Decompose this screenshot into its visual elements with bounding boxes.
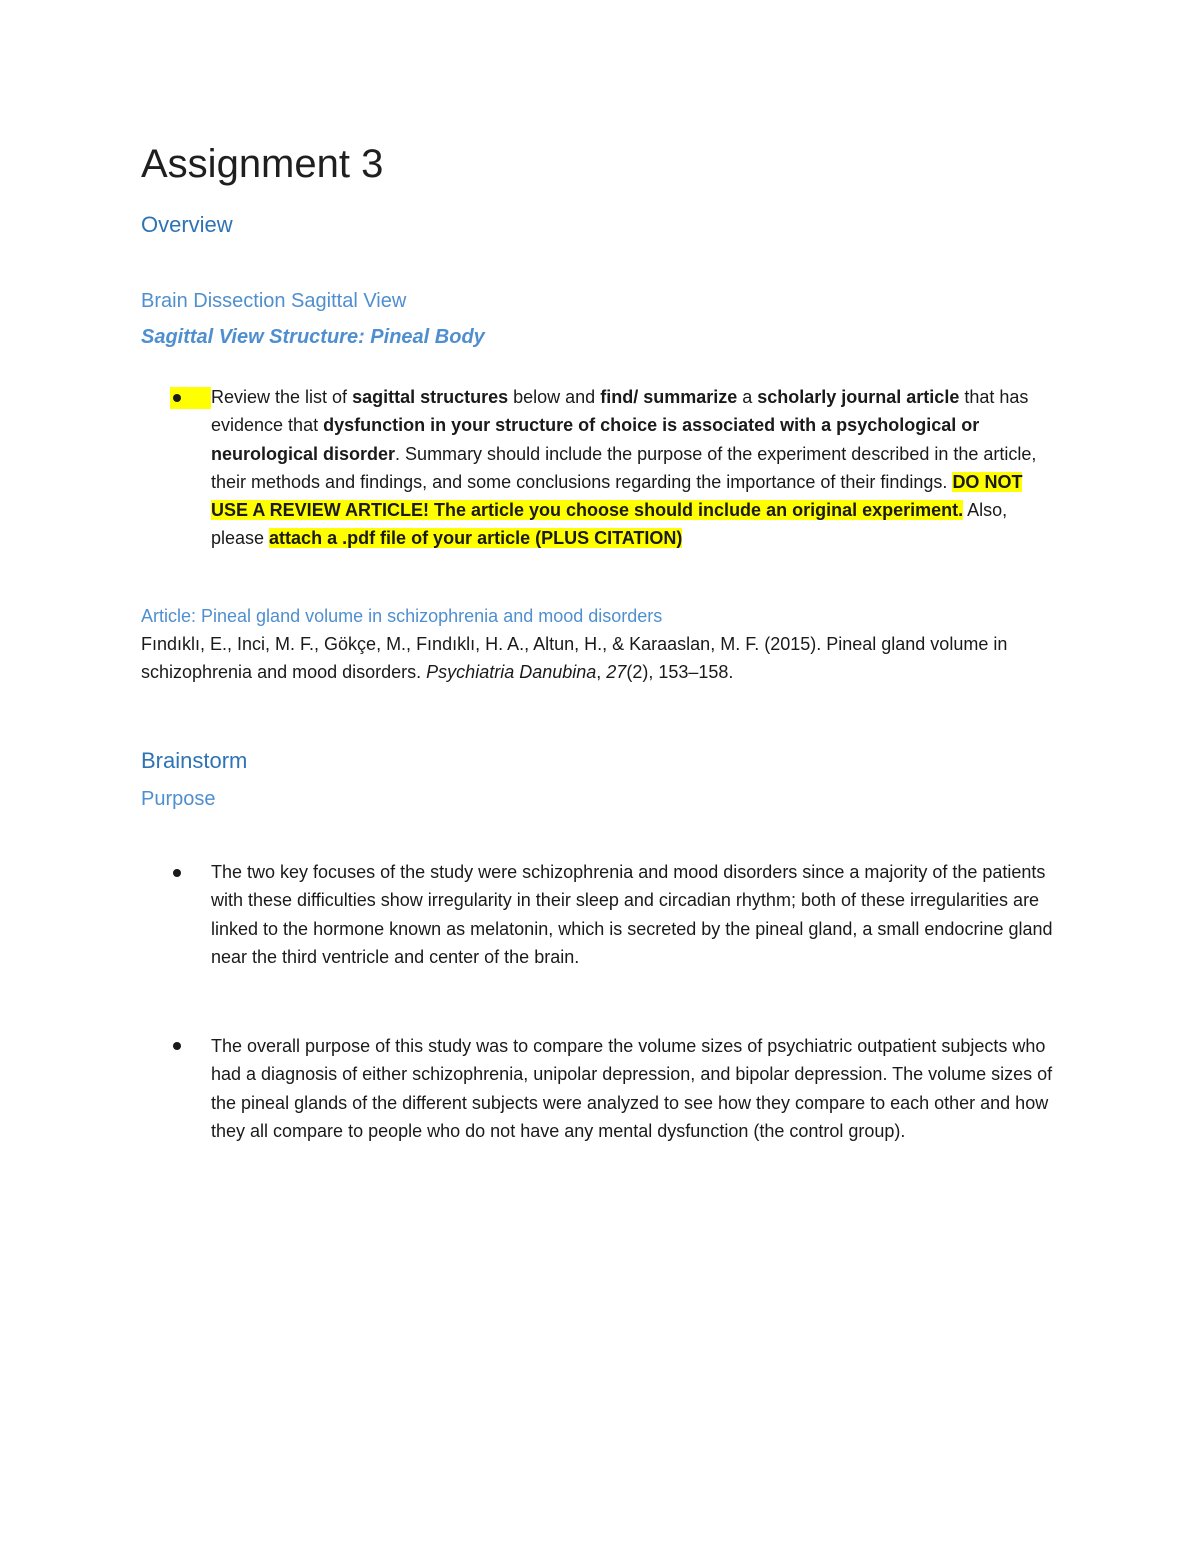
purpose-bullet-1: The two key focuses of the study were schizophrenia and mood disorders since a majority of the patients with these difficulties show irregularity in their sleep and circadian rhythm; both of these irregularities are linked to the hormone known as melatonin, which is secreted by the pineal gland, a small endocrine gland near the third ventricle and center of the brain. [211, 862, 1053, 967]
overview-heading: Overview [141, 212, 233, 237]
bullet-icon [173, 1042, 181, 1050]
purpose-bullet-2: The overall purpose of this study was to compare the volume sizes of psychiatric outpatient subjects who had a diagnosis of either schizophrenia, unipolar depression, and bipolar depression. The volume sizes of the pineal glands of the different subjects were analyzed to see how they compare to each other and how they all compare to people who do not have any mental dysfunction (the control group). [211, 1036, 1053, 1141]
bullet-icon [173, 394, 181, 402]
brain-dissection-subheading: Brain Dissection Sagittal View [141, 290, 407, 312]
page-title: Assignment 3 [141, 142, 384, 186]
brainstorm-heading: Brainstorm [141, 748, 248, 773]
citation: Fındıklı, E., Inci, M. F., Gökçe, M., Fındıklı, H. A., Altun, H., & Karaaslan, M. F. (2015). Pineal gland volume in schizophrenia and mood disorders. Psychiatria Danubina, 27(2), 153–158. [141, 634, 1008, 683]
bullet-icon [173, 869, 181, 877]
attach-pdf-highlight: attach a .pdf file of your article (PLUS CITATION) [269, 528, 683, 549]
instruction-paragraph: Review the list of sagittal structures below and find/ summarize a scholarly journal article that has evidence that dysfunction in your structure of choice is associated with a psychological or neurological disorder. Summary should include the purpose of the experiment described in the article, their methods and findings, and some conclusions regarding the importance of their findings. DO NOT USE A REVIEW ARTICLE! The article you choose should include an original experiment. Also, please attach a .pdf file of your article (PLUS CITATION) [211, 387, 1037, 549]
article-label: Article: Pineal gland volume in schizophrenia and mood disorders [141, 606, 663, 626]
structure-line: Sagittal View Structure: Pineal Body [141, 326, 485, 348]
purpose-subheading: Purpose [141, 788, 216, 810]
review-warning-highlight: DO NOT USE A REVIEW ARTICLE! The article you choose should include an original experiment. [211, 471, 1023, 521]
